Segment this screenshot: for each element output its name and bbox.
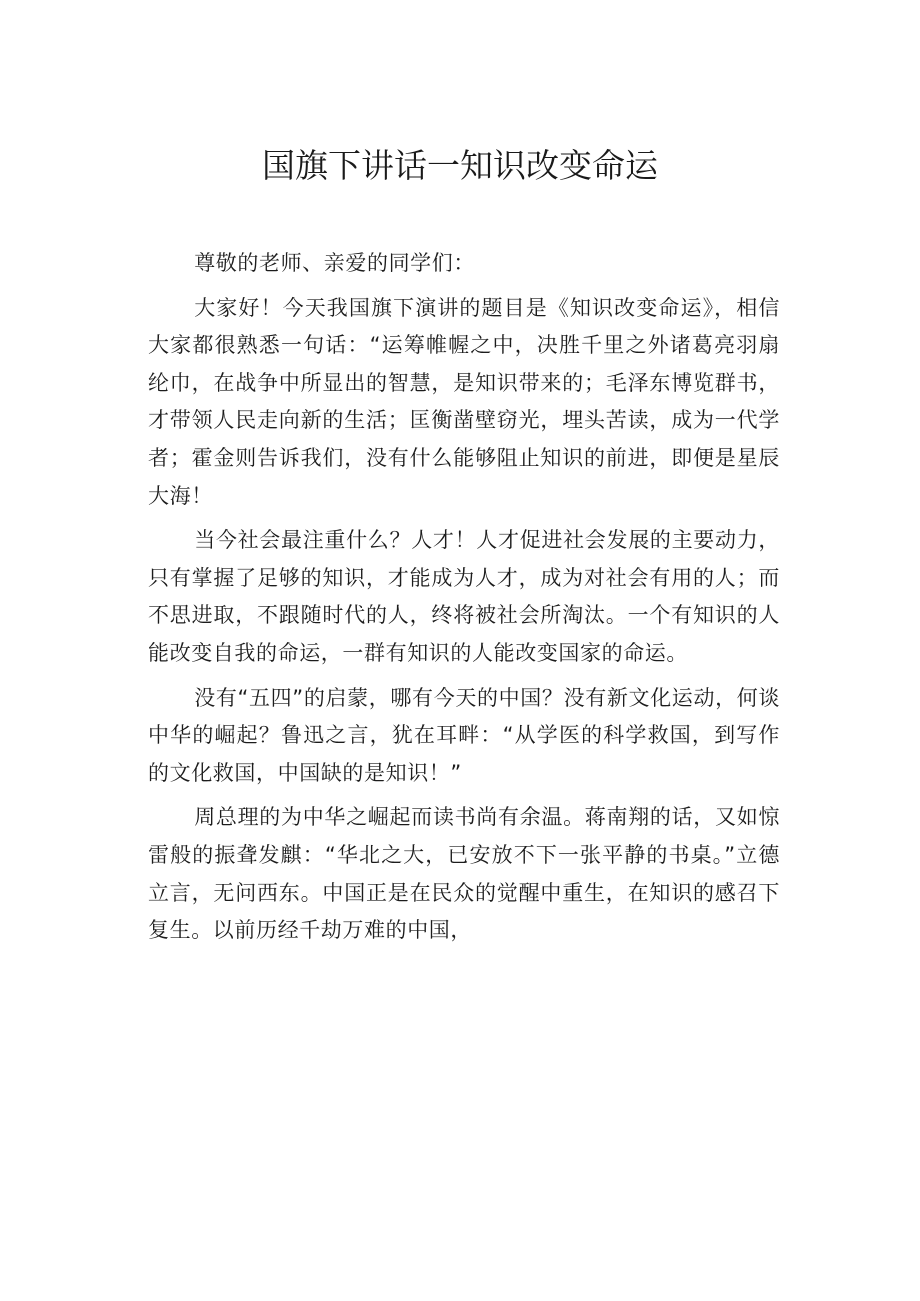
document-body: [148, 245, 780, 957]
greeting-line: 尊敬的老师、亲爱的同学们：: [194, 251, 475, 275]
paragraph-4: 周总理的为中华之崛起而读书尚有余温。蒋南翔的话，又如惊雷般的振聋发麒：“华北之大，已安放不下一张平静的书桌。”立德立言，无问西东。中国正是在民众的觉醒中重生，在知识的感召下复生。以前历经千劫万难的中国，: [148, 805, 780, 943]
paragraph-3: 没有“五四”的启蒙，哪有今天的中国？没有新文化运动，何谈中华的崛起？鲁迅之言，犹在耳畔：“从学医的科学救国，到写作的文化救国，中国缺的是知识！”: [148, 685, 780, 785]
paragraph-2: 当今社会最注重什么？人才！人才促进社会发展的主要动力，只有掌握了足够的知识，才能成为人才，成为对社会有用的人；而不思进取，不跟随时代的人，终将被社会所淘汰。一个有知识的人能改变自我的命运，一群有知识的人能改变国家的命运。: [148, 528, 780, 665]
document-title: 国旗下讲话一知识改变命运: [262, 146, 658, 185]
paragraph-1: 大家好！今天我国旗下演讲的题目是《知识改变命运》，相信大家都很熟悉一句话：“运筹帷幄之中，决胜千里之外诸葛亮羽扇纶巾，在战争中所显出的智慧，是知识带来的；毛泽东博览群书，才带领人民走向新的生活；匡衡凿壁窃光，埋头苦读，成为一代学者；霍金则告诉我们，没有什么能够阻止知识的前进，即便是星辰大海！: [148, 295, 780, 508]
